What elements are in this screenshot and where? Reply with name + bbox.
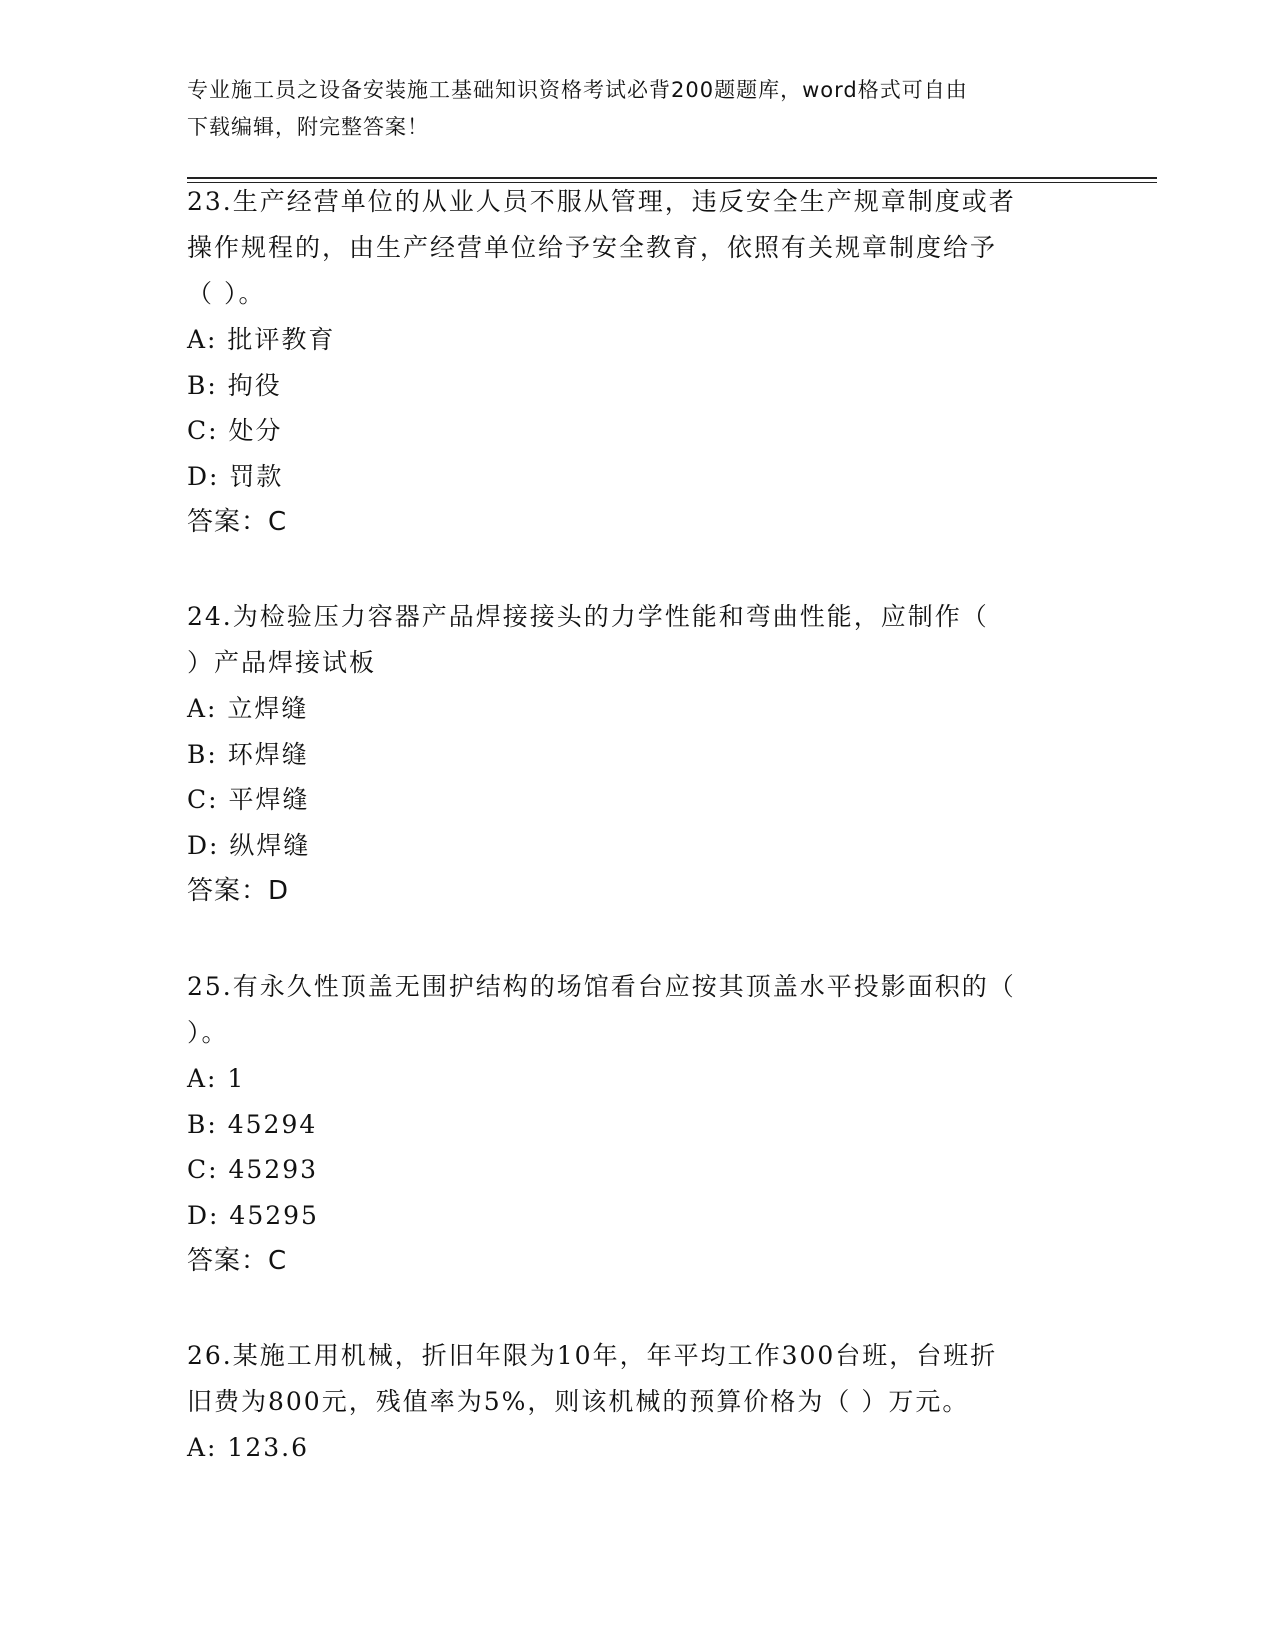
- question-stem-line: 23.生产经营单位的从业人员不服从管理，违反安全生产规章制度或者: [187, 187, 1016, 216]
- header-line-1: 专业施工员之设备安装施工基础知识资格考试必背200题题库，word格式可自由: [187, 78, 968, 102]
- question-stem-line: 24.为检验压力容器产品焊接接头的力学性能和弯曲性能，应制作（: [187, 602, 989, 631]
- question-stem-line: 操作规程的，由生产经营单位给予安全教育，依照有关规章制度给予: [187, 233, 998, 262]
- question-stem-line: ）产品焊接试板: [187, 648, 377, 677]
- option-a: A: 123.6: [187, 1433, 309, 1462]
- option-d: D: 罚款: [187, 461, 284, 491]
- answer: 答案：D: [187, 876, 290, 906]
- document-header: [187, 72, 1087, 146]
- option-b: B: 环焊缝: [187, 739, 309, 769]
- question-26: [187, 1333, 1087, 1471]
- answer: 答案：C: [187, 1246, 288, 1276]
- option-b: B: 45294: [187, 1109, 318, 1139]
- option-a: A: 立焊缝: [187, 694, 309, 723]
- question-25: [187, 964, 1087, 1284]
- question-23: [187, 179, 1087, 545]
- option-c: C: 平焊缝: [187, 785, 310, 814]
- question-stem-line: （ ）。: [187, 279, 266, 308]
- question-stem-line: 25.有永久性顶盖无围护结构的场馆看台应按其顶盖水平投影面积的（: [187, 972, 1016, 1001]
- question-24: [187, 594, 1087, 914]
- option-a: A: 1: [187, 1064, 246, 1093]
- question-stem-line: 旧费为800元，残值率为5%，则该机械的预算价格为（ ）万元。: [187, 1387, 970, 1416]
- question-stem-line: 26.某施工用机械，折旧年限为10年，年平均工作300台班，台班折: [187, 1341, 998, 1370]
- header-line-2: 下载编辑，附完整答案！: [187, 115, 429, 139]
- option-c: C: 处分: [187, 416, 283, 445]
- option-d: D: 纵焊缝: [187, 830, 311, 860]
- question-stem-line: ）。: [187, 1018, 229, 1047]
- option-a: A: 批评教育: [187, 325, 336, 354]
- answer: 答案：C: [187, 507, 288, 537]
- option-b: B: 拘役: [187, 370, 282, 400]
- option-d: D: 45295: [187, 1200, 319, 1230]
- option-c: C: 45293: [187, 1155, 319, 1184]
